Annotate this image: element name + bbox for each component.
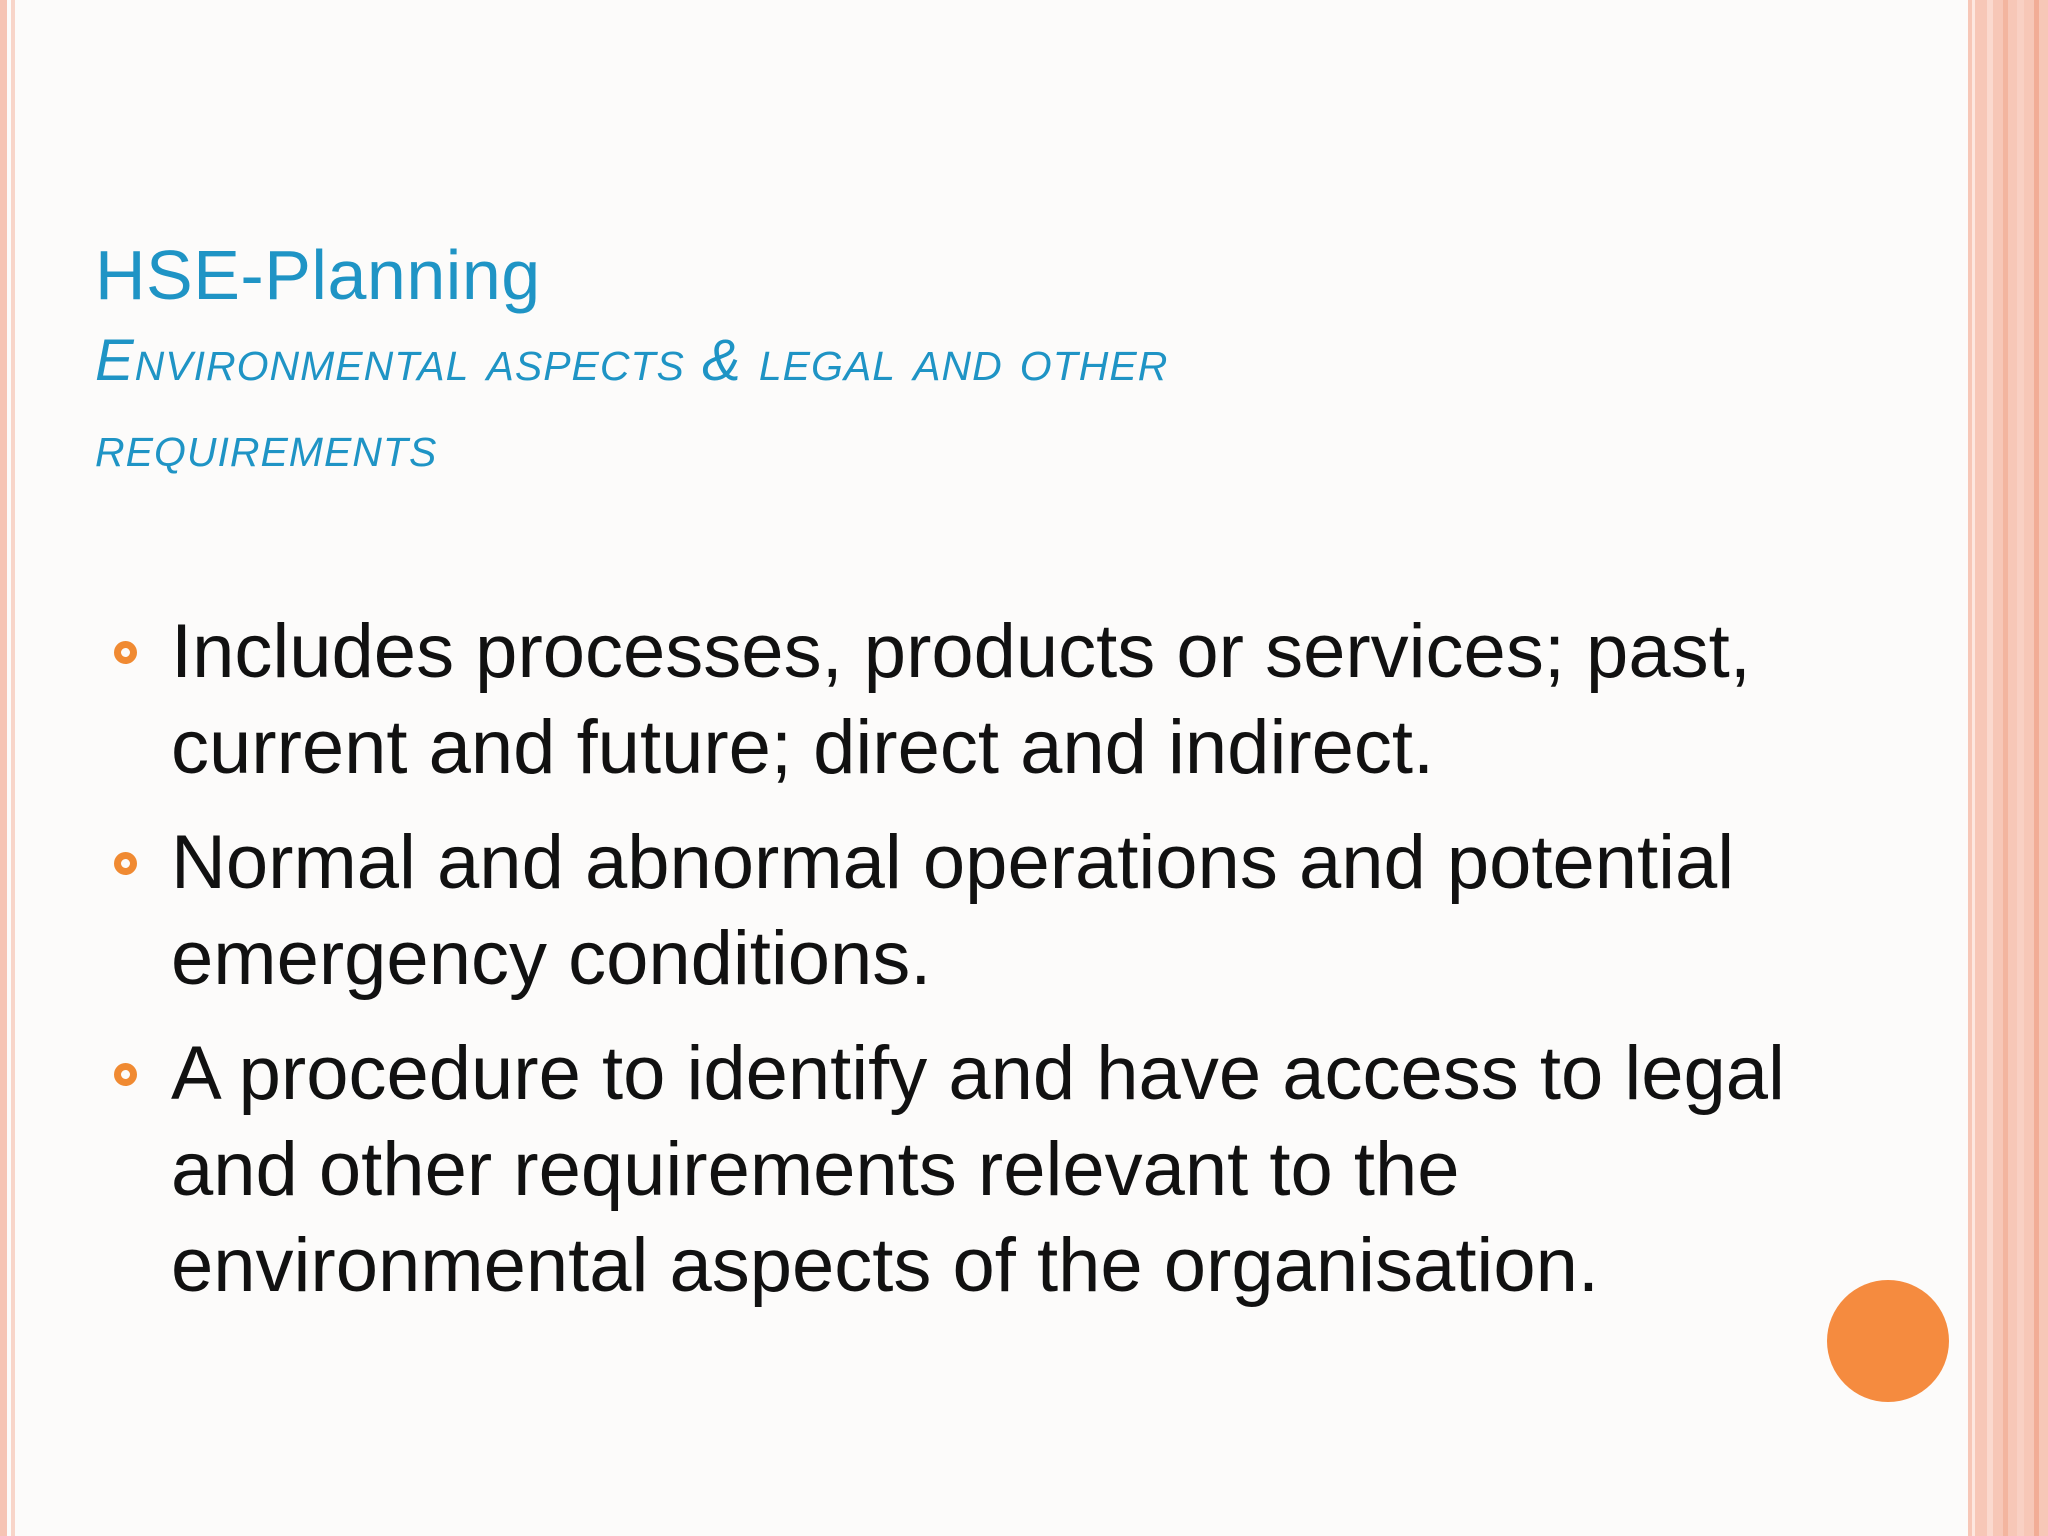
bullet-item-procedure [111, 1026, 1901, 1314]
title-line-1: HSE-Planning [95, 236, 541, 314]
ring-bullet-icon [114, 852, 137, 875]
bullet-text: Normal and abnormal operations and potential emergency conditions. [171, 820, 1735, 1001]
left-border-stripe-secondary [11, 0, 15, 1536]
title-line-3: requirements [95, 414, 438, 479]
right-border-stripe-4 [2017, 0, 2024, 1536]
bullet-text: Includes processes, products or services; past, current and future; direct and indirect. [171, 609, 1751, 790]
bullet-list [111, 604, 1901, 1333]
right-border-stripe-3 [2003, 0, 2008, 1536]
bullet-item-operations [111, 815, 1901, 1007]
right-border-stripe-2 [1987, 0, 1993, 1536]
right-border-stripe-1 [1972, 0, 1975, 1536]
slide-title [95, 232, 1545, 490]
bullet-item-processes [111, 604, 1901, 796]
left-border-stripe [0, 0, 7, 1536]
bullet-text: A procedure to identify and have access to legal and other requirements relevant to the environmental aspects of the organisation. [171, 1031, 1785, 1308]
ring-bullet-icon [114, 641, 137, 664]
decorative-orange-circle [1827, 1280, 1949, 1402]
ring-bullet-icon [114, 1063, 137, 1086]
title-line-2: Environmental aspects & legal and other [95, 328, 1169, 393]
right-border-stripe-5 [2034, 0, 2039, 1536]
